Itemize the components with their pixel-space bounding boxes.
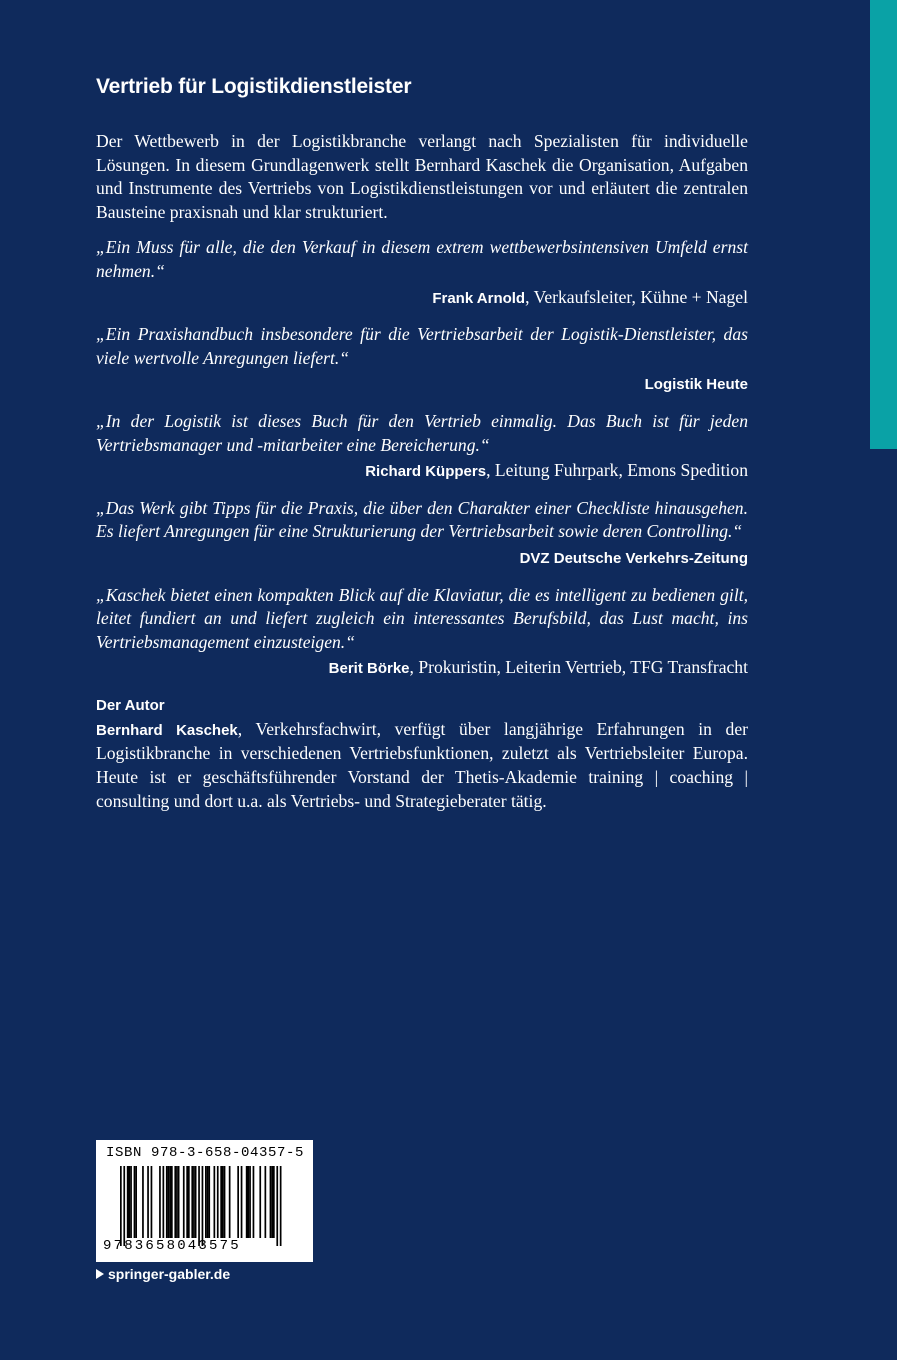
quote-source-role: , Leitung Fuhrpark, Emons Spedition <box>486 460 748 481</box>
quote <box>96 236 748 310</box>
barcode-bar <box>249 1166 251 1238</box>
barcode-bar <box>169 1166 171 1238</box>
back-cover-content <box>96 72 748 813</box>
barcode-bar <box>176 1166 178 1238</box>
quote-text: „Das Werk gibt Tipps für die Praxis, die über den Charakter einer Checkliste hinausgehen. Es liefert Anregungen für eine Strukturierung der Vertriebsarbeit sowie deren Controlling.“ <box>96 497 748 542</box>
barcode-bar <box>129 1166 131 1238</box>
barcode-bar <box>198 1166 200 1246</box>
barcode-bar <box>246 1166 248 1238</box>
barcode-bar <box>220 1166 222 1238</box>
barcode-bar <box>183 1166 185 1238</box>
quote <box>96 584 748 681</box>
book-title: Vertrieb für Logistikdienstleister <box>96 75 412 98</box>
quote-text: „Ein Praxishandbuch insbesondere für die Vertriebsarbeit der Logistik-Dienstleister, das viele wertvolle Anregungen liefert.“ <box>96 324 748 368</box>
ean-digits: 9783658043575 <box>103 1238 241 1254</box>
barcode-bar <box>135 1166 137 1238</box>
barcode-bar <box>265 1166 267 1238</box>
barcode-bar <box>241 1166 243 1238</box>
barcode-bar <box>280 1166 282 1246</box>
quote-source-name: Richard Küppers <box>365 463 487 481</box>
barcode-bar <box>222 1166 224 1238</box>
quote-source-role: , Prokuristin, Leiterin Vertrieb, TFG Transfracht <box>409 657 748 678</box>
quote-source <box>96 656 748 681</box>
author-heading: Der Autor <box>96 696 165 714</box>
barcode-bar <box>271 1166 273 1238</box>
barcode-bar <box>276 1166 278 1246</box>
barcode-bar <box>248 1166 250 1238</box>
quote-source-role: , Verkaufsleiter, Kühne + Nagel <box>525 286 748 307</box>
barcode-bar <box>142 1166 144 1238</box>
isbn-barcode-box <box>96 1140 313 1262</box>
barcode-bar <box>191 1166 193 1238</box>
quote-source-name: DVZ Deutsche Verkehrs-Zeitung <box>519 549 748 567</box>
barcode-bar <box>195 1166 197 1238</box>
barcode-bar <box>207 1166 209 1238</box>
quote-text: „Ein Muss für alle, die den Verkauf in diesem extrem wettbewerbsintensiven Umfeld ernst nehmen.“ <box>96 237 748 281</box>
barcode-bar <box>217 1166 219 1238</box>
barcode-bar <box>229 1166 231 1238</box>
publisher-url: springer-gabler.de <box>108 1266 231 1282</box>
quote <box>96 497 748 571</box>
barcode-bar <box>214 1166 216 1238</box>
barcode-bar <box>208 1166 210 1238</box>
barcode-bar <box>270 1166 272 1238</box>
barcode-bar <box>123 1166 125 1246</box>
barcode-bar <box>188 1166 190 1238</box>
quote-source <box>96 546 748 571</box>
barcode-bar <box>205 1166 207 1238</box>
intro-paragraph: Der Wettbewerb in der Logistikbranche verlangt nach Spezialisten für individuelle Lösungen. In diesem Grundlagenwerk stellt Bernhard Kaschek die Organisation, Aufgaben und Instrumente des Vertriebs von Logistikdienstleistungen vor und erläutert die zentralen Bausteine praxisnah und klar strukturiert. <box>96 131 748 222</box>
author-bio <box>96 718 748 813</box>
author-name: Bernhard Kaschek <box>96 721 238 739</box>
barcode-bar <box>237 1166 239 1238</box>
barcode-bar <box>134 1166 136 1238</box>
barcode-bar <box>259 1166 261 1238</box>
barcode-bar <box>193 1166 195 1238</box>
barcode-bar <box>127 1166 129 1238</box>
barcode-bar <box>168 1166 170 1238</box>
barcode-bar <box>159 1166 161 1238</box>
barcode-graphic <box>120 1166 292 1246</box>
quote-source <box>96 372 748 397</box>
barcode-bar <box>147 1166 149 1238</box>
isbn-label: ISBN 978-3-658-04357-5 <box>106 1145 305 1161</box>
quote-source <box>96 286 748 311</box>
barcode-bar <box>202 1166 204 1246</box>
quote <box>96 323 748 397</box>
arrow-right-icon <box>96 1269 104 1279</box>
barcode-bar <box>171 1166 173 1238</box>
barcode-bar <box>273 1166 275 1238</box>
barcode-bar <box>224 1166 226 1238</box>
quote-text: „Kaschek bietet einen kompakten Blick auf die Klaviatur, die es intelligent zu bedienen gilt, leitet fundiert an und liefert zugleich ein interessantes Berufsbild, das Lust macht, ins Vertriebsmanagement einzusteigen.“ <box>96 584 748 652</box>
barcode-bar <box>166 1166 168 1238</box>
barcode-bar <box>253 1166 255 1238</box>
barcode-bar <box>130 1166 132 1238</box>
barcode-bar <box>174 1166 176 1238</box>
quote-source <box>96 459 748 484</box>
barcode-bar <box>120 1166 122 1246</box>
barcode-bar <box>163 1166 165 1238</box>
quote-source-name: Frank Arnold <box>432 289 526 307</box>
barcode-bar <box>178 1166 180 1238</box>
quote-source-name: Logistik Heute <box>644 376 748 394</box>
accent-bar <box>870 0 897 449</box>
barcode-bar <box>151 1166 153 1238</box>
quote-text: „In der Logistik ist dieses Buch für den Vertrieb einmalig. Das Buch ist für jeden Vertriebsmanager und -mitarbeiter eine Bereicherung.“ <box>96 410 748 455</box>
quote-source-name: Berit Börke <box>328 660 410 678</box>
author-bio-text: , Verkehrsfachwirt, verfügt über langjährige Erfahrungen in der Logistikbranche in verschiedenen Vertriebsfunktionen, zuletzt als Vertriebsleiter Europa. Heute ist er geschäftsführender Vorstand der Thetis-Akademie training | coaching | consulting und dort u.a. als Vertriebs- und Strategieberater tätig. <box>96 718 748 811</box>
quote <box>96 410 748 484</box>
publisher-link[interactable] <box>96 1266 230 1282</box>
barcode-bar <box>186 1166 188 1238</box>
